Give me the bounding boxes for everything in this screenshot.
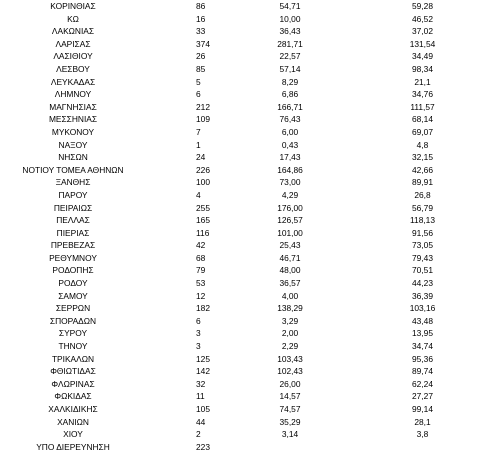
ratio-cell: 118,13 [410,215,435,226]
region-name-cell: ΝΑΞΟΥ [58,139,88,150]
rate-cell: 4,29 [281,189,299,200]
rate-cell: 46,71 [279,252,301,263]
rate-cell: 2,00 [281,328,299,339]
ratio-cell: 44,23 [412,278,433,289]
table-row [0,50,479,63]
rate-cell: 48,00 [279,265,301,276]
cases-cell: 2 [196,429,201,440]
rate-cell: 22,57 [279,51,301,62]
ratio-cell: 43,48 [412,315,433,326]
rate-cell: 6,86 [281,89,299,100]
ratio-cell: 69,07 [412,126,433,137]
rate-cell: 36,57 [279,278,301,289]
region-name-cell: ΧΑΛΚΙΔΙΚΗΣ [48,404,98,414]
table-row [0,327,479,340]
region-name-cell: ΛΕΣΒΟΥ [56,63,90,74]
region-name-cell: ΦΩΚΙΔΑΣ [54,391,92,402]
cases-cell: 100 [196,177,210,188]
rate-cell: 6,00 [281,126,299,137]
cases-cell: 116 [196,227,210,238]
rate-cell: 14,57 [279,391,301,402]
ratio-cell: 70,51 [412,265,433,276]
cases-cell: 255 [196,202,210,213]
table-row [0,101,479,114]
cases-cell: 86 [196,1,206,11]
rate-cell: 76,43 [279,114,301,125]
cases-cell: 6 [196,315,201,326]
region-name-cell: ΤΡΙΚΑΛΩΝ [51,353,95,364]
rate-cell: 26,00 [279,378,301,389]
rate-cell: 138,29 [277,303,303,314]
region-name-cell: ΤΗΝΟΥ [58,341,88,352]
table-row [0,214,479,227]
rate-cell: 57,14 [279,63,301,74]
table-row [0,0,479,13]
rate-cell: 35,29 [279,416,301,427]
table-row [0,13,479,26]
table-row [0,264,479,277]
region-name-cell: ΜΑΓΝΗΣΙΑΣ [49,101,97,112]
region-name-cell: ΡΕΘΥΜΝΟΥ [49,252,97,263]
cases-cell: 44 [196,416,206,427]
cases-cell: 109 [196,114,210,125]
ratio-cell: 46,52 [412,13,433,24]
ratio-cell: 34,74 [412,341,433,352]
table-row [0,126,479,139]
region-name-cell: ΣΠΟΡΑΔΩΝ [49,315,97,326]
cases-cell: 16 [196,13,206,24]
ratio-cell: 103,16 [409,303,436,314]
ratio-cell: 95,36 [412,353,433,364]
region-name-cell: ΠΕΙΡΑΙΩΣ [53,202,93,213]
table-row [0,365,479,378]
table-row [0,88,479,101]
region-name-cell: ΛΑΡΙΣΑΣ [55,38,91,49]
cases-cell: 3 [196,341,201,352]
cases-cell: 223 [196,441,210,452]
ratio-cell: 36,39 [412,290,433,301]
table-row [0,63,479,76]
table-row [0,202,479,215]
rate-cell: 126,57 [277,215,303,226]
rate-cell: 166,71 [277,101,303,112]
rate-cell: 73,00 [279,177,301,188]
ratio-cell: 3,8 [416,429,429,440]
region-name-cell: ΦΘΙΩΤΙΔΑΣ [50,366,96,377]
rate-cell: 3,14 [281,429,299,440]
cases-cell: 85 [196,63,206,74]
cases-cell: 374 [196,38,210,49]
cases-cell: 142 [196,366,210,377]
table-row [0,441,479,454]
ratio-cell: 28,1 [414,416,431,427]
ratio-cell: 42,66 [412,164,433,175]
table-row [0,239,479,252]
region-name-cell: ΥΠΟ ΔΙΕΡΕΥΝΗΣΗ [36,441,110,452]
table-row [0,151,479,164]
rate-cell: 36,43 [279,26,301,37]
rate-cell: 4,00 [281,290,299,301]
region-name-cell: ΠΙΕΡΙΑΣ [56,227,90,238]
ratio-cell: 111,57 [410,101,435,112]
region-name-cell: ΠΡΕΒΕΖΑΣ [50,240,96,251]
cases-cell: 1 [196,139,201,150]
table-row [0,139,479,152]
table-row [0,340,479,353]
table-row [0,164,479,177]
rate-cell: 103,43 [277,353,303,364]
ratio-cell: 59,28 [412,1,433,11]
table-row [0,176,479,189]
ratio-cell: 13,95 [412,328,433,339]
cases-cell: 4 [196,189,201,200]
ratio-cell: 91,56 [412,227,433,238]
rate-cell: 25,43 [279,240,301,251]
rate-cell: 3,29 [281,315,299,326]
region-name-cell: ΠΑΡΟΥ [58,189,88,200]
table-row [0,25,479,38]
ratio-cell: 98,34 [412,63,433,74]
table-row [0,428,479,441]
region-name-cell: ΜΥΚΟΝΟΥ [51,126,95,137]
cases-cell: 212 [196,101,210,112]
table-row [0,252,479,265]
table-row [0,76,479,89]
rate-cell: 102,43 [277,366,303,377]
cases-cell: 42 [196,240,206,251]
rate-cell: 0,43 [281,139,299,150]
ratio-cell: 37,02 [412,26,433,37]
cases-cell: 32 [196,378,206,389]
rate-cell: 10,00 [279,13,301,24]
region-name-cell: ΡΟΔΟΥ [58,278,88,289]
table-row [0,390,479,403]
rate-cell: 8,29 [281,76,299,87]
ratio-cell: 99,14 [412,404,433,414]
ratio-cell: 34,49 [412,51,433,62]
region-name-cell: ΛΗΜΝΟΥ [54,89,92,100]
ratio-cell: 56,79 [412,202,433,213]
table-row [0,290,479,303]
ratio-cell: 4,8 [416,139,429,150]
table-row [0,302,479,315]
region-name-cell: ΛΕΥΚΑΔΑΣ [50,76,96,87]
cases-cell: 24 [196,152,206,163]
cases-cell: 68 [196,252,206,263]
cases-cell: 6 [196,89,201,100]
table-row [0,189,479,202]
region-name-cell: ΦΛΩΡΙΝΑΣ [51,378,95,389]
table-row [0,353,479,366]
table-row [0,315,479,328]
cases-cell: 182 [196,303,210,314]
ratio-cell: 73,05 [412,240,433,251]
cases-cell: 12 [196,290,206,301]
rate-cell: 2,29 [281,341,299,352]
region-name-cell: ΝΗΣΩΝ [58,152,88,163]
rate-cell: 74,57 [279,404,301,414]
rate-cell: 176,00 [277,202,303,213]
region-name-cell: ΠΕΛΛΑΣ [56,215,90,226]
cases-cell: 53 [196,278,206,289]
table-row [0,227,479,240]
region-name-cell: ΞΑΝΘΗΣ [55,177,91,188]
cases-cell: 125 [196,353,210,364]
region-name-cell: ΜΕΣΣΗΝΙΑΣ [48,114,98,125]
cases-cell: 165 [196,215,210,226]
cases-cell: 79 [196,265,206,276]
region-name-cell: ΣΕΡΡΩΝ [55,303,91,314]
table-row [0,403,479,416]
ratio-cell: 34,76 [412,89,433,100]
cases-cell: 7 [196,126,201,137]
cases-cell: 3 [196,328,201,339]
region-name-cell: ΡΟΔΟΠΗΣ [52,265,94,276]
ratio-cell: 79,43 [412,252,433,263]
region-name-cell: ΚΩ [67,13,79,24]
cases-cell: 5 [196,76,201,87]
region-name-cell: ΚΟΡΙΝΘΙΑΣ [50,1,96,11]
rate-cell: 281,71 [277,38,303,49]
region-name-cell: ΣΑΜΟΥ [58,290,88,301]
table-row [0,416,479,429]
rate-cell: 164,86 [277,164,303,175]
ratio-cell: 32,15 [412,152,433,163]
table-row [0,113,479,126]
region-name-cell: ΧΙΟΥ [63,429,83,440]
cases-cell: 26 [196,51,206,62]
region-name-cell: ΝΟΤΙΟΥ ΤΟΜΕΑ ΑΘΗΝΩΝ [22,164,124,175]
ratio-cell: 89,74 [412,366,433,377]
cases-cell: 33 [196,26,206,37]
ratio-cell: 62,24 [412,378,433,389]
cases-cell: 105 [196,404,210,414]
ratio-cell: 131,54 [409,38,436,49]
ratio-cell: 89,91 [412,177,433,188]
ratio-cell: 68,14 [412,114,433,125]
rate-cell: 101,00 [277,227,303,238]
table-row [0,38,479,51]
table-row [0,378,479,391]
table-row [0,277,479,290]
region-name-cell: ΣΥΡΟΥ [58,328,88,339]
rate-cell: 54,71 [279,1,301,11]
ratio-cell: 26,8 [414,189,431,200]
region-name-cell: ΛΑΚΩΝΙΑΣ [51,26,95,37]
region-name-cell: ΛΑΣΙΘΙΟΥ [53,51,93,62]
rate-cell: 17,43 [279,152,301,163]
cases-cell: 11 [196,391,205,402]
region-name-cell: ΧΑΝΙΩΝ [57,416,89,427]
cases-cell: 226 [196,164,210,175]
ratio-cell: 27,27 [412,391,433,402]
ratio-cell: 21,1 [414,76,431,87]
